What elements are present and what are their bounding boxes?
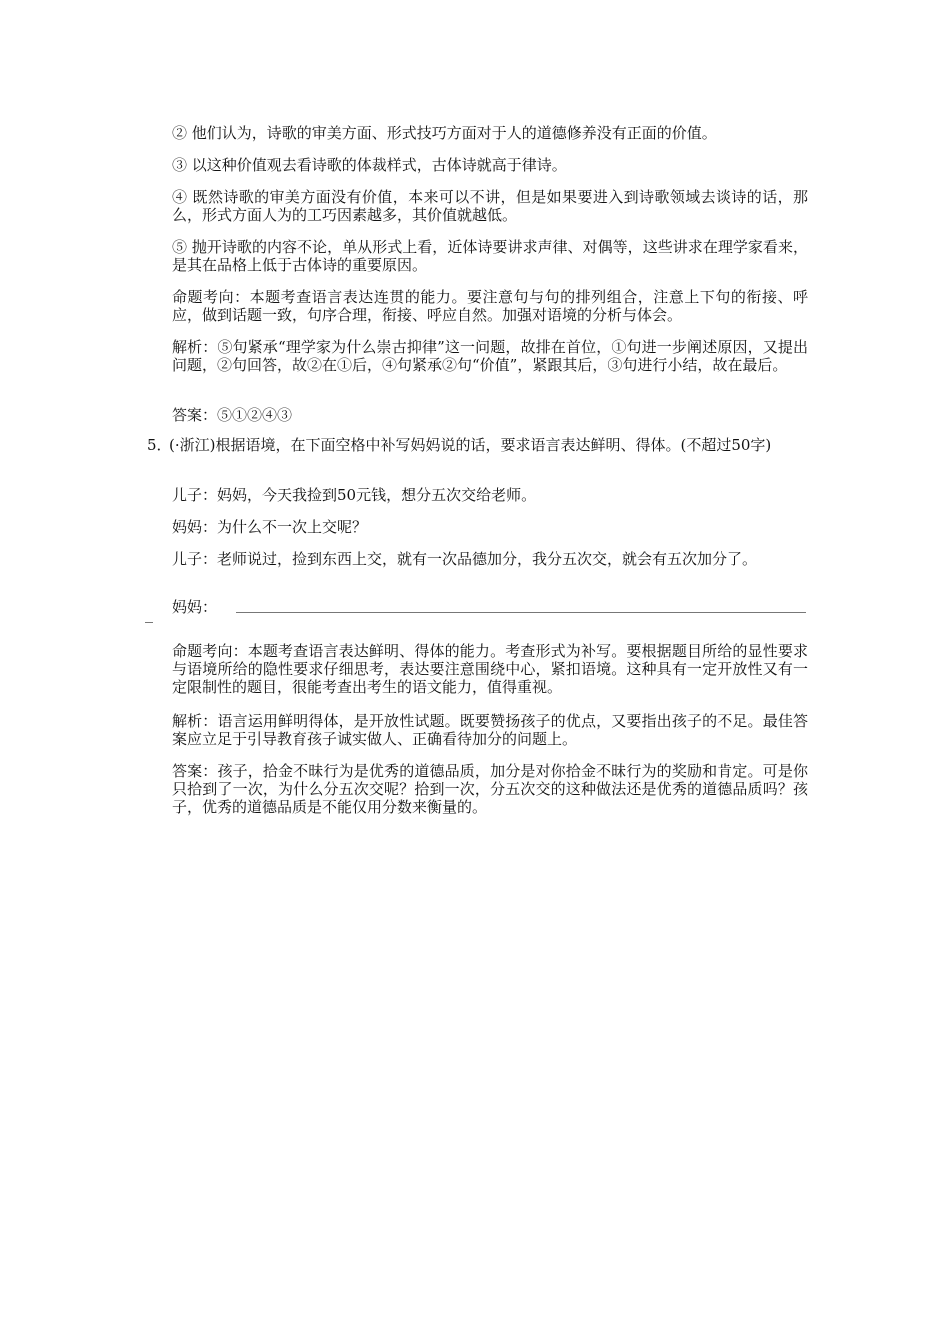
answer-blank-dash (145, 622, 153, 623)
q5-header (147, 436, 808, 454)
q5-dialog-mom-1: 妈妈：为什么不一次上交呢？ (172, 518, 368, 536)
q5-dialog-son-1: 儿子：妈妈，今天我捡到50元钱，想分五次交给老师。 (172, 486, 537, 504)
q4-sentence-3: ③ 以这种价值观去看诗歌的体裁样式，古体诗就高于律诗。 (172, 156, 567, 174)
q5-focus: 命题考向：本题考查语言表达鲜明、得体的能力。考查形式为补写。要根据题目所给的显性要求与语境所给的隐性要求仔细思考，表达要注意围绕中心，紧扣语境。这种具有一定开放性又有一定限制性的题目，很能考查出考生的语文能力，值得重视。 (172, 642, 808, 696)
q5-dialog-mom-2-label: 妈妈： (172, 598, 218, 616)
q5-answer: 答案：孩子，拾金不昧行为是优秀的道德品质，加分是对你拾金不昧行为的奖励和肯定。可是你只拾到了一次，为什么分五次交呢？拾到一次，分五次交的这种做法还是优秀的道德品质吗？孩子，优秀的道德品质是不能仅用分数来衡量的。 (172, 762, 808, 816)
q5-prompt: (·浙江)根据语境，在下面空格中补写妈妈说的话，要求语言表达鲜明、得体。(不超过50字) (169, 436, 772, 454)
answer-blank-line (236, 612, 806, 613)
q4-answer: 答案：⑤①②④③ (172, 406, 293, 424)
q4-sentence-4: ④ 既然诗歌的审美方面没有价值，本来可以不讲，但是如果要进入到诗歌领域去谈诗的话，那么，形式方面人为的工巧因素越多，其价值就越低。 (172, 188, 808, 224)
q5-analysis: 解析：语言运用鲜明得体，是开放性试题。既要赞扬孩子的优点，又要指出孩子的不足。最佳答案应立足于引导教育孩子诚实做人、正确看待加分的问题上。 (172, 712, 808, 748)
q4-focus: 命题考向：本题考查语言表达连贯的能力。要注意句与句的排列组合，注意上下句的衔接、呼应，做到话题一致，句序合理，衔接、呼应自然。加强对语境的分析与体会。 (172, 288, 808, 324)
q5-number: 5． (147, 436, 172, 454)
q4-sentence-2: ② 他们认为，诗歌的审美方面、形式技巧方面对于人的道德修养没有正面的价值。 (172, 124, 717, 142)
q4-sentence-5: ⑤ 抛开诗歌的内容不论，单从形式上看，近体诗要讲求声律、对偶等，这些讲求在理学家看来，是其在品格上低于古体诗的重要原因。 (172, 238, 808, 274)
q5-dialog-son-2: 儿子：老师说过，捡到东西上交，就有一次品德加分，我分五次交，就会有五次加分了。 (172, 550, 758, 568)
q4-analysis: 解析：⑤句紧承“理学家为什么崇古抑律”这一问题，故排在首位，①句进一步阐述原因，又提出问题，②句回答，故②在①后，④句紧承②句“价值”，紧跟其后，③句进行小结，故在最后。 (172, 338, 808, 374)
